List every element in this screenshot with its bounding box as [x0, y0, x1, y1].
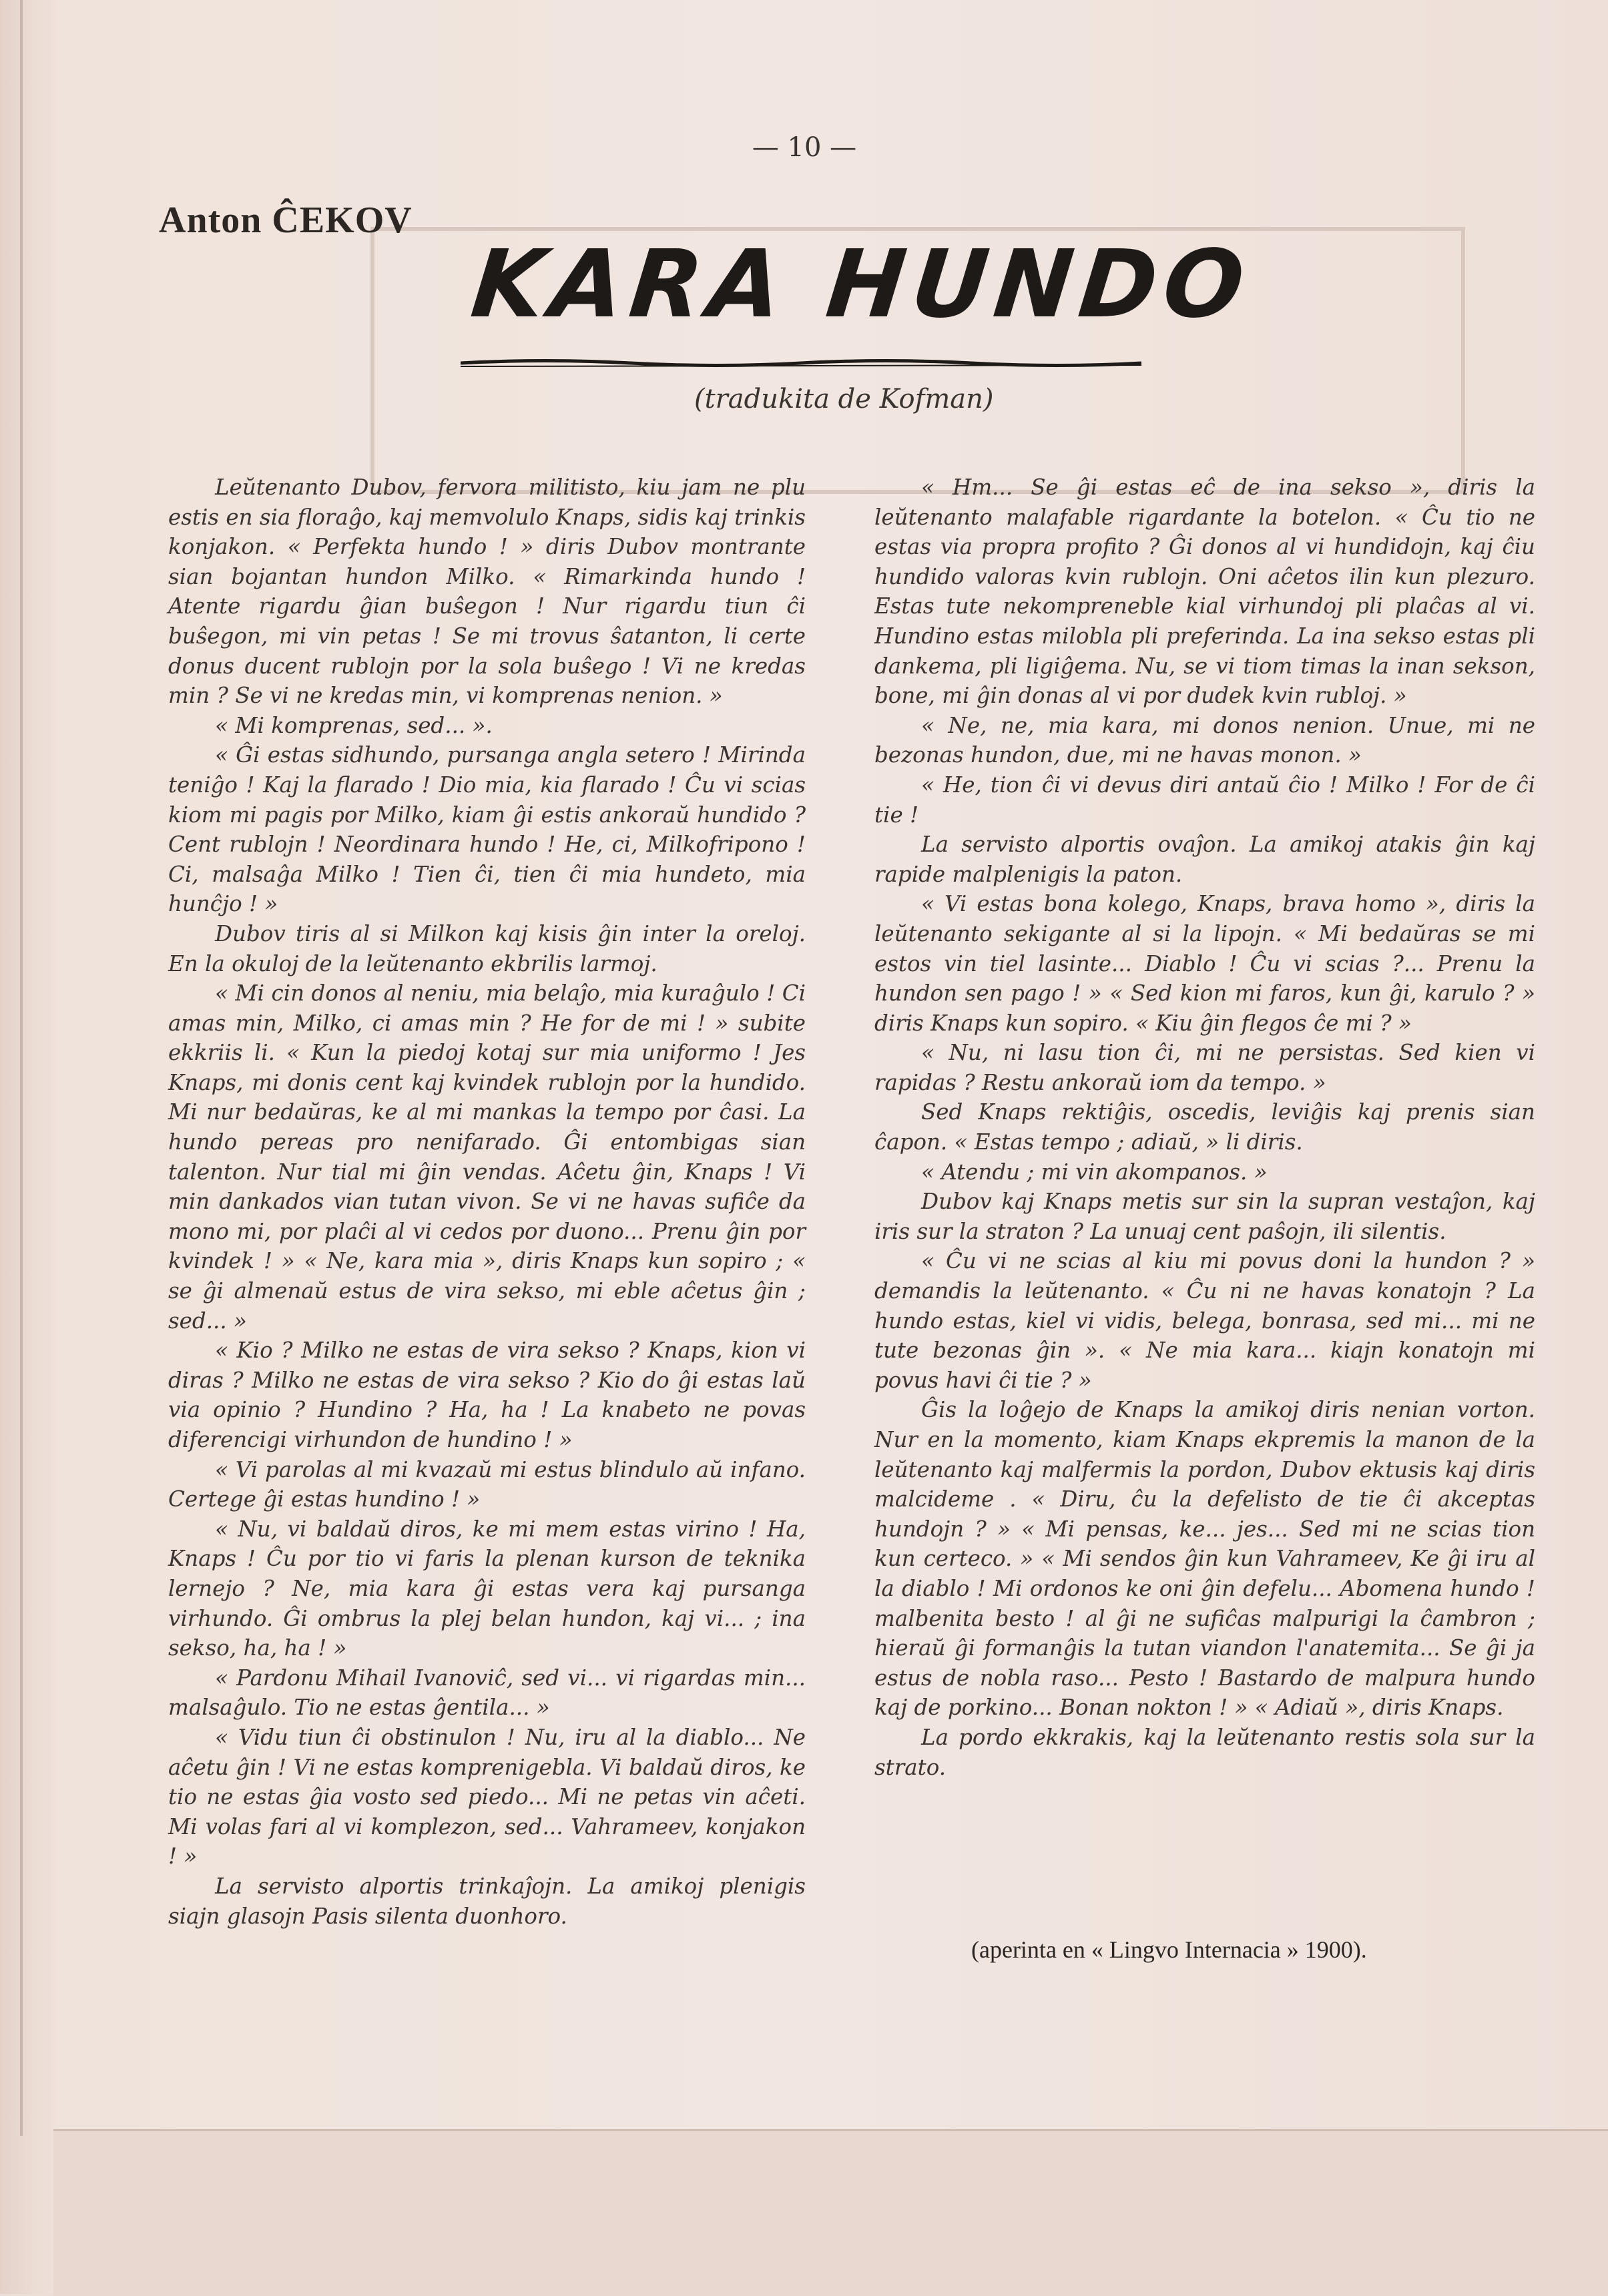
binding-edge	[20, 0, 23, 2136]
paragraph: La servisto alportis ovaĵon. La amikoj atakis ĝin kaj rapide malplenigis la paton.	[874, 832, 1535, 887]
paragraph: « Vidu tiun ĉi obstinulon ! Nu, iru al la diablo... Ne aĉetu ĝin ! Vi ne estas komprenigebla. Vi baldaŭ diros, ke tio ne estas ĝia vosto sed piedo... Mi ne petas vin aĉeti. Mi volas fari al vi komplezon, sed... Vahrameev, konjakon ! »	[168, 1724, 806, 1870]
paragraph: Dubov kaj Knaps metis sur sin la supran vestaĵon, kaj iris sur la straton ? La unuaj cent paŝojn, ili silentis.	[874, 1189, 1535, 1244]
text-column-left	[168, 473, 806, 1931]
paragraph: « Nu, ni lasu tion ĉi, mi ne persistas. Sed kien vi rapidas ? Restu ankoraŭ iom da tempo. »	[874, 1040, 1535, 1095]
paragraph: « Mi komprenas, sed... ».	[215, 712, 493, 738]
paragraph: Dubov tiris al si Milkon kaj kisis ĝin inter la oreloj. En la okuloj de la leŭtenanto ekbrilis larmoj.	[168, 920, 806, 976]
translator-credit: (tradukita de Kofman)	[694, 384, 994, 414]
page-number: — 10 —	[752, 132, 857, 163]
article-title: KARA HUNDO	[466, 230, 1256, 339]
paragraph: « Pardonu Mihail Ivanoviĉ, sed vi... vi rigardas min... malsaĝulo. Tio ne estas ĝentila... »	[168, 1665, 806, 1721]
paragraph: « Hm... Se ĝi estas eĉ de ina sekso », diris la leŭtenanto malafable rigardante la botelon. « Ĉu tio ne estas via propra profito ? Ĝi donos al vi hundidojn, kaj ĉiu hundido valoras kvin rublojn. Oni aĉetos ilin kun plezuro. Estas tute nekompreneble kial virhundoj pli plaĉas al vi. Hundino estas milobla pli preferinda. La ina sekso estas pli dankema, pli ligiĝema. Nu, se vi tiom timas la inan sekson, bone, mi ĝin donas al vi por dudek kvin rubloj. »	[874, 475, 1535, 709]
paragraph: « Vi parolas al mi kvazaŭ mi estus blindulo aŭ infano. Certege ĝi estas hundino ! »	[168, 1456, 806, 1512]
paragraph: « Kio ? Milko ne estas de vira sekso ? Knaps, kion vi diras ? Milko ne estas de vira sekso ? Kio do ĝi estas laŭ via opinio ? Hundino ? Ha, ha ! La knabeto ne povas diferencigi virhundon de hundino ! »	[168, 1338, 806, 1452]
paragraph: La pordo ekkrakis, kaj la leŭtenanto restis sola sur la strato.	[874, 1724, 1535, 1780]
title-underline	[461, 357, 1141, 369]
paragraph: « Ne, ne, mia kara, mi donos nenion. Unue, mi ne bezonas hundon, due, mi ne havas monon. »	[874, 712, 1535, 768]
text-column-right	[874, 473, 1535, 1782]
paragraph: Leŭtenanto Dubov, fervora militisto, kiu jam ne plu estis en sia floraĝo, kaj memvolulo Knaps, sidis kaj trinkis konjakon. « Perfekta hundo ! » diris Dubov montrante sian bojantan hundon Milko. « Rimarkinda hundo ! Atente rigardu ĝian buŝegon ! Nur rigardu tiun ĉi buŝegon, mi vin petas ! Se mi trovus ŝatanton, li certe donus ducent rublojn por la sola buŝego ! Vi ne kredas min ? Se vi ne kredas min, vi komprenas nenion. »	[168, 475, 806, 709]
page-underlay	[53, 2129, 1608, 2296]
paragraph: « Ĉu vi ne scias al kiu mi povus doni la hundon ? » demandis la leŭtenanto. « Ĉu ni ne havas konatojn ? La hundo estas, kiel vi vidis, belega, bonrasa, sed mi... mi ne tute bezonas ĝin ». « Ne mia kara... kiajn konatojn mi povus havi ĉi tie ? »	[874, 1248, 1535, 1393]
paragraph: « Ĝi estas sidhundo, pursanga angla setero ! Mirinda teniĝo ! Kaj la flarado ! Dio mia, kia flarado ! Ĉu vi scias kiom mi pagis por Milko, kiam ĝi estis ankoraŭ hundido ? Cent rublojn ! Neordinara hundo ! He, ci, Milkofripono ! Ci, malsaĝa Milko ! Tien ĉi, tien ĉi mia hundeto, mia hunĉjo ! »	[168, 742, 806, 917]
source-note: (aperinta en « Lingvo Internacia » 1900).	[971, 1936, 1367, 1963]
paragraph: « Nu, vi baldaŭ diros, ke mi mem estas virino ! Ha, Knaps ! Ĉu por tio vi faris la plenan kurson de teknika lernejo ? Ne, mia kara ĝi estas vera kaj pursanga virhundo. Ĝi ombrus la plej belan hundon, kaj vi... ; ina sekso, ha, ha ! »	[168, 1516, 806, 1661]
paragraph: « Vi estas bona kolego, Knaps, brava homo », diris la leŭtenanto sekigante al si la lipojn. « Mi bedaŭras se mi estos vin tiel lasinte... Diablo ! Ĉu vi scias ?... Prenu la hundon sen pago ! » « Sed kion mi faros, kun ĝi, karulo ? » diris Knaps kun sopiro. « Kiu ĝin flegos ĉe mi ? »	[874, 891, 1535, 1036]
paragraph: Sed Knaps rektiĝis, oscedis, leviĝis kaj prenis sian ĉapon. « Estas tempo ; adiaŭ, » li diris.	[874, 1099, 1535, 1155]
paragraph: « Atendu ; mi vin akompanos. »	[921, 1159, 1268, 1185]
paragraph: « He, tion ĉi vi devus diri antaŭ ĉio ! Milko ! For de ĉi tie !	[874, 772, 1535, 828]
paragraph: « Mi cin donos al neniu, mia belaĵo, mia kuraĝulo ! Ci amas min, Milko, ci amas min ? He for de mi ! » subite ekkriis li. « Kun la piedoj kotaj sur mia uniformo ! Jes Knaps, mi donis cent kaj kvindek rublojn por la hundido. Mi nur bedaŭras, ke al mi mankas la tempo por ĉasi. La hundo pereas pro nenifarado. Ĝi entombigas sian talenton. Nur tial mi ĝin vendas. Aĉetu ĝin, Knaps ! Vi min dankados vian tutan vivon. Se vi ne havas sufiĉe da mono mi, por plaĉi al vi cedos por duono... Prenu ĝin por kvindek ! » « Ne, kara mia », diris Knaps kun sopiro ; « se ĝi almenaŭ estus de vira sekso, mi eble aĉetus ĝin ; sed... »	[168, 980, 806, 1334]
paragraph: La servisto alportis trinkaĵojn. La amikoj plenigis siajn glasojn Pasis silenta duonhoro.	[168, 1873, 806, 1929]
paragraph: Ĝis la loĝejo de Knaps la amikoj diris nenian vorton. Nur en la momento, kiam Knaps ekpremis la manon de la leŭtenanto kaj malfermis la pordon, Dubov ektusis kaj diris malcideme . « Diru, ĉu la defelisto de tie ĉi akceptas hundojn ? » « Mi pensas, ke... jes... Sed mi ne scias tion kun certeco. » « Mi sendos ĝin kun Vahrameev, Ke ĝi iru al la diablo ! Mi ordonos ke oni ĝin defelu... Abomena hundo ! malbenita besto ! al ĝi ne sufiĉas malpurigi la ĉambron ; hieraŭ ĝi formanĝis la tutan viandon l'anatemita... Se ĝi ja estus de nobla raso... Pesto ! Bastardo de malpura hundo kaj de porkino... Bonan nokton ! » « Adiaŭ », diris Knaps.	[874, 1397, 1535, 1721]
author-name: Anton ĈEKOV	[159, 200, 413, 241]
